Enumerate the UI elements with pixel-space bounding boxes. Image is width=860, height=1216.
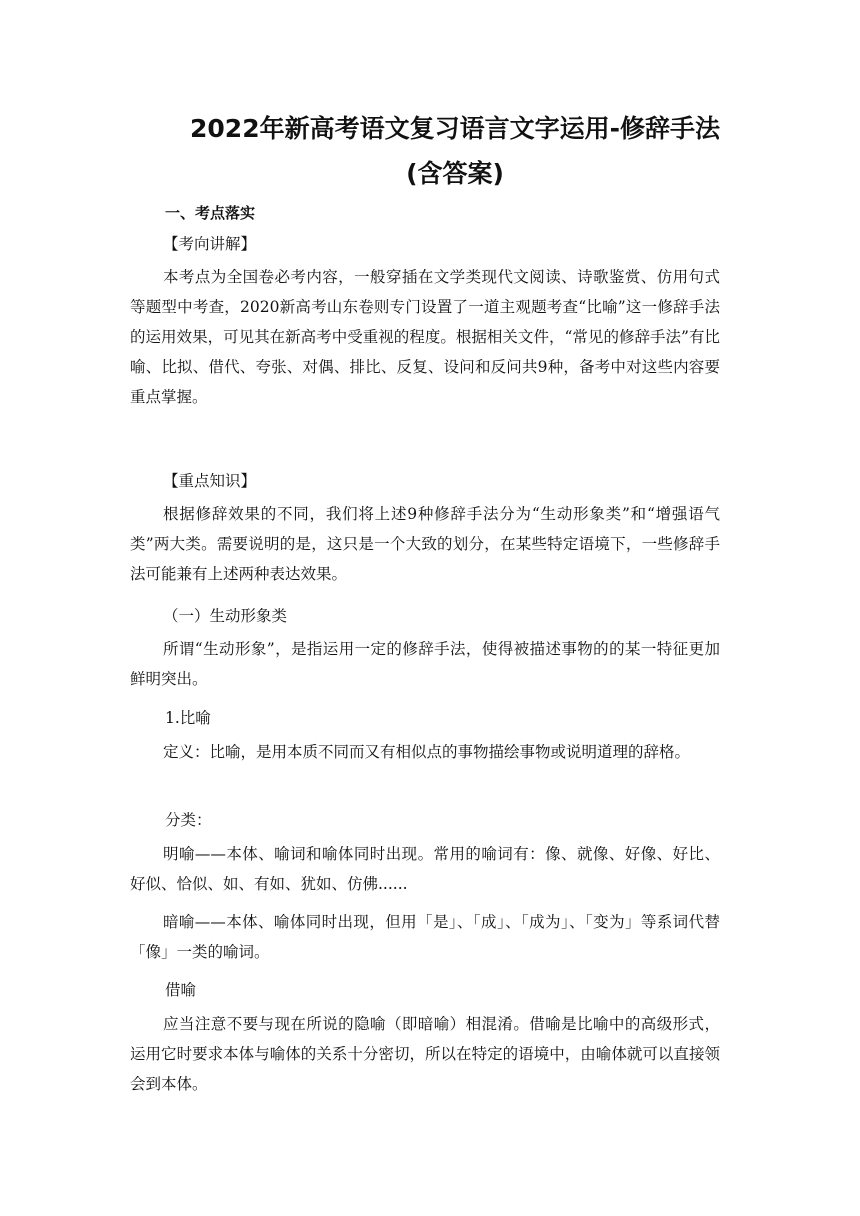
paragraph-metaphor-definition: 定义：比喻，是用本质不同而又有相似点的事物描绘事物或说明道理的辞格。 [163,743,691,761]
paragraph-vivid-definition: 所谓“生动形象”，是指运用一定的修辞手法，使得被描述事物的的某一特征更加鲜明突出。 [130,640,720,688]
document-title-line-2: (含答案) [406,159,504,188]
heading-exam-direction: 【考向讲解】 [163,235,257,253]
heading-key-knowledge: 【重点知识】 [163,472,257,490]
heading-metaphor: 1.比喻 [165,709,211,727]
paragraph-exam-direction: 本考点为全国卷必考内容，一般穿插在文学类现代文阅读、诗歌鉴赏、仿用句式等题型中考查，2020新高考山东卷则专门设置了一道主观题考查“比喻”这一修辞手法的运用效果，可见其在新高考中受重视的程度。根据相关文件，“常见的修辞手法”有比喻、比拟、借代、夸张、对偶、排比、反复、设问和反问共9种，备考中对这些内容要重点掌握。 [130,268,720,406]
paragraph-implicit-metaphor: 暗喻——本体、喻体同时出现，但用「是」、「成」、「成为」、「变为」等系词代替「像」一类的喻词。 [130,913,720,961]
label-classification: 分类： [165,811,212,829]
section-heading-exam-points: 一、考点落实 [165,204,256,222]
paragraph-borrowed-metaphor: 应当注意不要与现在所说的隐喻（即暗喻）相混淆。借喻是比喻中的高级形式，运用它时要求本体与喻体的关系十分密切，所以在特定的语境中，由喻体就可以直接领会到本体。 [130,1015,720,1093]
paragraph-key-knowledge: 根据修辞效果的不同，我们将上述9种修辞手法分为“生动形象类”和“增强语气类”两大类。需要说明的是，这只是一个大致的划分，在某些特定语境下，一些修辞手法可能兼有上述两种表达效果。 [130,505,720,583]
paragraph-simile: 明喻——本体、喻词和喻体同时出现。常用的喻词有：像、就像、好像、好比、好似、恰似、如、有如、犹如、仿佛...... [130,845,720,893]
label-borrowed-metaphor: 借喻 [165,981,197,999]
heading-vivid-category: （一）生动形象类 [163,607,288,625]
document-title-line-1: 2022年新高考语文复习语言文字运用-修辞手法 [190,114,720,143]
